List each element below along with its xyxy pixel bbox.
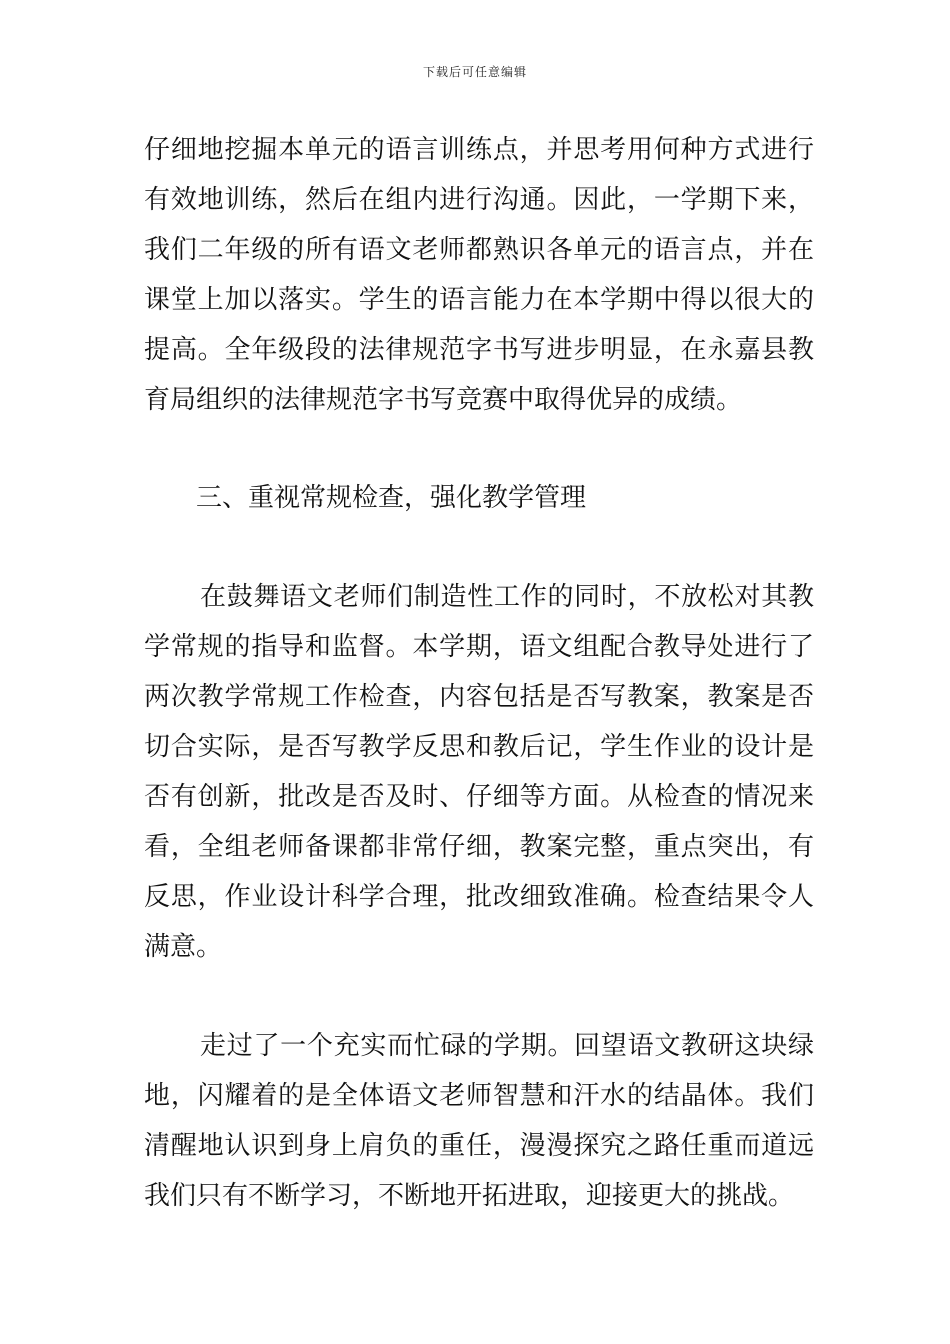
section-heading-routine-inspection: 三、重视常规检查，强化教学管理 (196, 483, 587, 513)
paragraph-conclusion: 走过了一个充实而忙碌的学期。回望语文教研这块绿地，闪耀着的是全体语文老师智慧和汗水的结晶体。我们清醒地认识到身上肩负的重任，漫漫探究之路任重而道远我们只有不断学习，不断地开拓进取，迎接更大的挑战。 (144, 1031, 814, 1211)
header-note: 下载后可任意编辑 (422, 65, 527, 79)
paragraph-language-training: 仔细地挖掘本单元的语言训练点，并思考用何种方式进行有效地训练，然后在组内进行沟通。因此，一学期下来，我们二年级的所有语文老师都熟识各单元的语言点，并在课堂上加以落实。学生的语言能力在本学期中得以很大的提高。全年级段的法律规范字书写进步明显，在永嘉县教育局组织的法律规范字书写竞赛中取得优异的成绩。 (144, 135, 814, 415)
paragraph-teaching-routine: 在鼓舞语文老师们制造性工作的同时，不放松对其教学常规的指导和监督。本学期，语文组配合教导处进行了两次教学常规工作检查，内容包括是否写教案，教案是否切合实际，是否写教学反思和教后记，学生作业的设计是否有创新，批改是否及时、仔细等方面。从检查的情况来看，全组老师备课都非常仔细，教案完整，重点突出，有反思，作业设计科学合理，批改细致准确。检查结果令人满意。 (144, 582, 814, 962)
